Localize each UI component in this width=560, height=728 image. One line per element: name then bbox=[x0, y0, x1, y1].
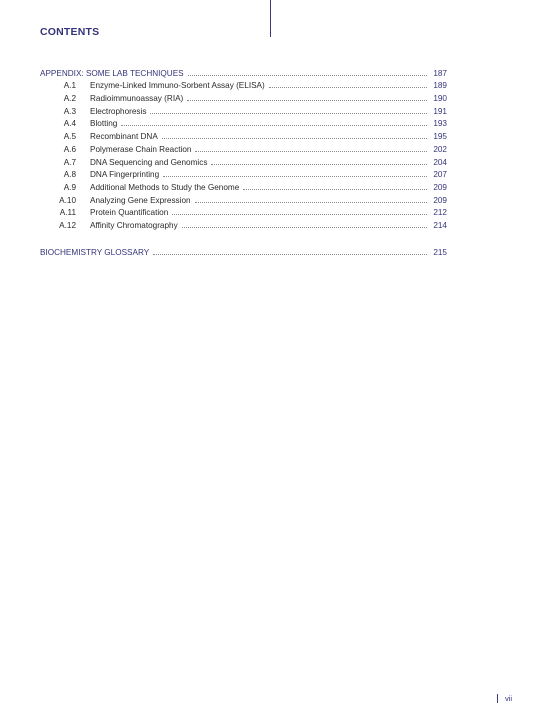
dot-leader bbox=[150, 113, 427, 114]
dot-leader bbox=[162, 138, 427, 139]
toc-page-number: 212 bbox=[433, 208, 447, 218]
toc-entry[interactable] bbox=[40, 206, 447, 219]
toc-entry[interactable] bbox=[40, 91, 447, 104]
toc-page-number: 195 bbox=[433, 132, 447, 142]
toc-entry[interactable] bbox=[40, 218, 447, 231]
toc-entry[interactable] bbox=[40, 117, 447, 130]
toc-entry-number: A.1 bbox=[63, 81, 76, 91]
dot-leader bbox=[269, 87, 427, 88]
toc-entry-number: A.9 bbox=[63, 182, 76, 192]
dot-leader bbox=[153, 254, 427, 255]
toc-page-number: 191 bbox=[433, 106, 447, 116]
dot-leader bbox=[121, 125, 427, 126]
toc-entry-number: A.2 bbox=[63, 94, 76, 104]
dot-leader bbox=[188, 75, 427, 76]
toc-entry[interactable] bbox=[40, 193, 447, 206]
toc-page-number: 193 bbox=[433, 119, 447, 129]
toc-entry-title: Radioimmunoassay (RIA) bbox=[90, 94, 184, 104]
toc-entry-glossary[interactable] bbox=[40, 245, 447, 258]
toc-entry-title: Recombinant DNA bbox=[90, 132, 158, 142]
toc-entry-number: A.12 bbox=[59, 220, 76, 230]
toc-entry-title: Enzyme-Linked Immuno-Sorbent Assay (ELISA) bbox=[90, 81, 265, 91]
dot-leader bbox=[195, 151, 427, 152]
toc-entry[interactable] bbox=[40, 104, 447, 117]
toc-entry-number: A.8 bbox=[63, 170, 76, 180]
toc-page-number: 204 bbox=[433, 157, 447, 167]
dot-leader bbox=[195, 202, 427, 203]
toc-entry-appendix[interactable] bbox=[40, 66, 447, 79]
toc-entry-number: A.3 bbox=[63, 106, 76, 116]
toc-page-number: 190 bbox=[433, 94, 447, 104]
section-gap bbox=[40, 231, 447, 245]
top-divider bbox=[270, 0, 271, 37]
toc-entry-number: A.4 bbox=[63, 119, 76, 129]
toc-entry-title: Affinity Chromatography bbox=[90, 220, 178, 230]
toc-entry[interactable] bbox=[40, 155, 447, 168]
toc-page-number: 207 bbox=[433, 170, 447, 180]
page-title: CONTENTS bbox=[40, 26, 100, 38]
toc-entry-number: A.11 bbox=[59, 208, 76, 218]
toc-entry-number: A.7 bbox=[63, 157, 76, 167]
toc-entry-title: Protein Quantification bbox=[90, 208, 169, 218]
toc-entry-title: Polymerase Chain Reaction bbox=[90, 144, 192, 154]
toc-page-number: 215 bbox=[433, 247, 447, 257]
toc-entry-title: Analyzing Gene Expression bbox=[90, 195, 191, 205]
toc-entry[interactable] bbox=[40, 79, 447, 92]
toc-entry-number: A.10 bbox=[59, 195, 76, 205]
toc-page-number: 214 bbox=[433, 220, 447, 230]
toc-entry-number: A.5 bbox=[63, 132, 76, 142]
toc-page-number: 209 bbox=[433, 182, 447, 192]
toc-entry-number: A.6 bbox=[63, 144, 76, 154]
toc-entry-title: DNA Fingerprinting bbox=[90, 170, 160, 180]
toc-entry[interactable] bbox=[40, 168, 447, 181]
toc-entry-title: BIOCHEMISTRY GLOSSARY bbox=[40, 247, 150, 257]
dot-leader bbox=[211, 164, 427, 165]
toc-entry[interactable] bbox=[40, 142, 447, 155]
table-of-contents bbox=[40, 66, 447, 258]
dot-leader bbox=[172, 214, 427, 215]
toc-entry-title: DNA Sequencing and Genomics bbox=[90, 157, 208, 167]
toc-entry-title: Additional Methods to Study the Genome bbox=[90, 182, 240, 192]
toc-entry-title: Blotting bbox=[90, 119, 118, 129]
footer-divider bbox=[497, 694, 498, 703]
dot-leader bbox=[187, 100, 427, 101]
dot-leader bbox=[163, 176, 427, 177]
dot-leader bbox=[182, 227, 427, 228]
toc-entry-title: Electrophoresis bbox=[90, 106, 147, 116]
toc-entry[interactable] bbox=[40, 129, 447, 142]
toc-entry[interactable] bbox=[40, 180, 447, 193]
toc-page-number: 209 bbox=[433, 195, 447, 205]
dot-leader bbox=[243, 189, 427, 190]
toc-page-number: 187 bbox=[433, 68, 447, 78]
toc-entry-title: APPENDIX: SOME LAB TECHNIQUES bbox=[40, 68, 184, 78]
toc-page-number: 189 bbox=[433, 81, 447, 91]
page-number: vii bbox=[505, 694, 513, 703]
toc-page-number: 202 bbox=[433, 144, 447, 154]
